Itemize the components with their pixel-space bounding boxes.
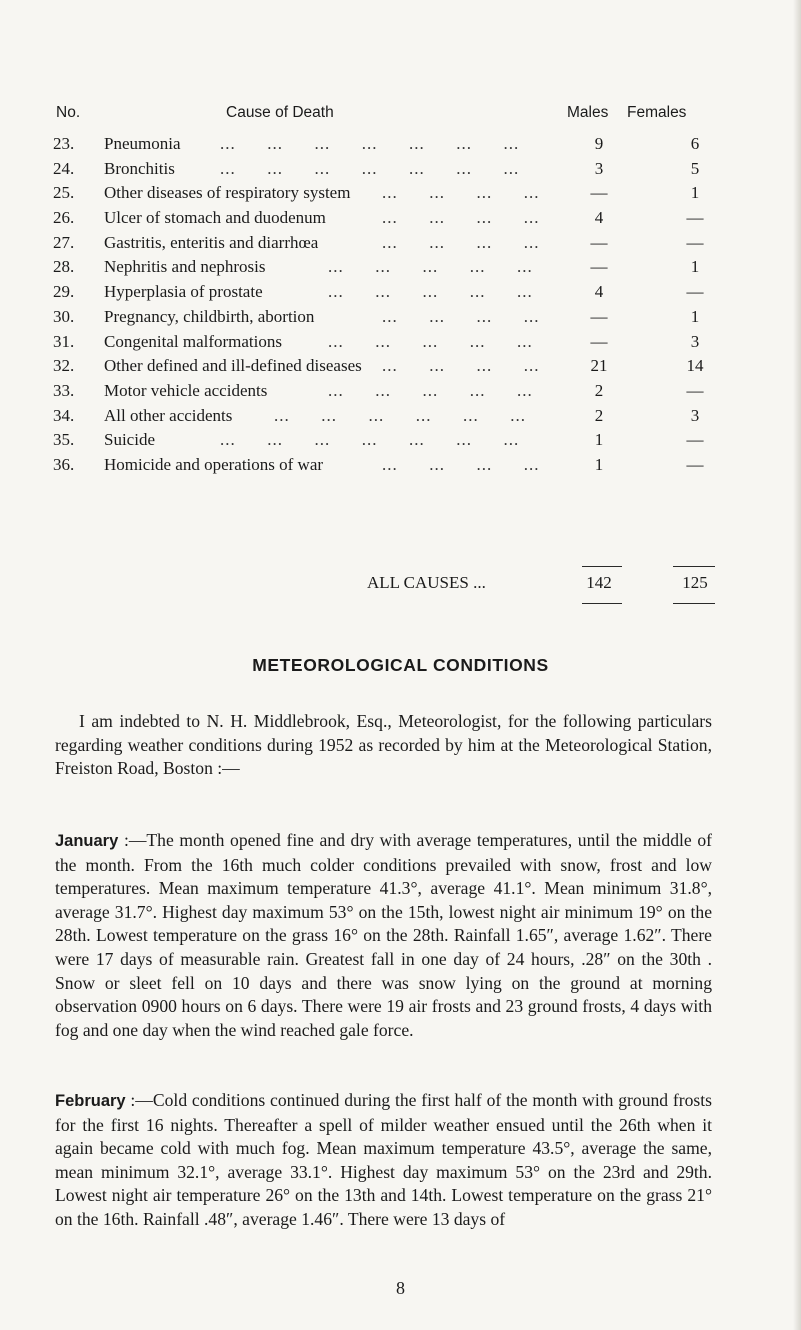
row-males: 4 — [594, 282, 604, 302]
row-cause: Homicide and operations of war — [104, 454, 324, 474]
table-row — [0, 255, 801, 280]
row-males: 9 — [594, 134, 604, 153]
january-text: :—The month opened fine and dry with average temperatures, until the middle of the month. From the 16th much colder conditions prevailed with snow, frost and low temperatures. Mean maximum temperature 41.3°, average 41.1°. Mean minimum 31.8°, average 31.7°. Highest day maximum 53° on the 15th, lowest night air minimum 19° on the 28th. Lowest temperature on the grass 16° on the 28th. Rainfall 1.65″, average 1.62″. There were 17 days of measurable rain. Greatest fall in one day of 24 hours, .28″ on the 30th . Snow or sleet fell on 10 days and there was snow lying on the ground at morning observation 0900 hours on 6 days. There were 19 air frosts and 23 ground frosts, 4 days with fog and one day when the wind reached gale force. — [55, 830, 712, 1040]
row-cause: All other accidents — [104, 405, 233, 425]
row-cause: Bronchitis — [104, 158, 175, 178]
table-row — [0, 305, 801, 330]
dot-leader: ... ... ... ... ... ... ... — [220, 158, 551, 178]
dot-leader: ... ... ... ... ... — [328, 331, 565, 351]
page-number: 8 — [396, 1278, 405, 1298]
row-number: 29. — [53, 282, 75, 302]
header-cause: Cause of Death — [226, 104, 334, 121]
row-cause: Pregnancy, childbirth, abortion — [104, 306, 315, 326]
row-males: 4 — [594, 208, 604, 228]
row-number: 34. — [53, 405, 75, 425]
table-row — [0, 132, 801, 157]
row-males: 1 — [594, 430, 604, 450]
row-males: — — [590, 232, 608, 252]
row-number: 23. — [53, 134, 75, 153]
dot-leader: ... ... ... ... ... ... ... — [220, 430, 551, 450]
row-females: — — [686, 430, 704, 450]
dot-leader: ... ... ... ... — [382, 232, 571, 252]
dot-leader: ... ... ... ... — [382, 356, 571, 376]
row-cause: Hyperplasia of prostate — [104, 282, 263, 302]
row-number: 25. — [53, 183, 75, 203]
row-cause: Motor vehicle accidents — [104, 380, 268, 400]
row-number: 31. — [53, 331, 75, 351]
section-title: METEOROLOGICAL CONDITIONS — [252, 655, 549, 675]
cause-of-death-table — [0, 132, 801, 478]
dot-leader: ... ... ... ... — [382, 183, 571, 203]
row-number: 32. — [53, 356, 75, 376]
row-number: 30. — [53, 306, 75, 326]
row-males: — — [590, 257, 608, 277]
total-females: 125 — [682, 573, 708, 592]
row-cause: Suicide — [104, 430, 155, 450]
dot-leader: ... ... ... ... ... — [328, 282, 565, 302]
intro-paragraph: I am indebted to N. H. Middlebrook, Esq., Meteorologist, for the following particulars regarding weather conditions during 1952 as recorded by him at the Meteorological Station, Freiston Road, Boston :— — [55, 711, 712, 779]
dot-leader: ... ... ... ... ... — [328, 257, 565, 277]
row-females: — — [686, 454, 704, 474]
row-cause: Nephritis and nephrosis — [104, 257, 266, 277]
row-females: 3 — [690, 331, 700, 351]
table-row — [0, 428, 801, 453]
february-lead: February — [55, 1092, 126, 1110]
table-row — [0, 280, 801, 305]
header-no: No. — [56, 104, 81, 121]
dot-leader: ... ... ... ... ... ... ... — [220, 134, 551, 153]
dot-leader: ... ... ... ... — [382, 306, 571, 326]
row-cause: Other diseases of respiratory system — [104, 183, 351, 203]
row-males: — — [590, 306, 608, 326]
table-row — [0, 181, 801, 206]
total-rule-top-females — [673, 566, 715, 567]
row-cause: Ulcer of stomach and duodenum — [104, 208, 326, 228]
total-males: 142 — [586, 573, 612, 592]
table-row — [0, 453, 801, 478]
row-number: 35. — [53, 430, 75, 450]
header-males: Males — [567, 104, 609, 121]
table-row — [0, 330, 801, 355]
row-males: 2 — [594, 380, 604, 400]
total-rule-top-males — [582, 566, 622, 567]
row-males: 3 — [594, 158, 604, 178]
row-cause: Other defined and ill-defined diseases — [104, 356, 362, 376]
row-females: — — [686, 282, 704, 302]
total-row — [0, 570, 801, 596]
row-females: 3 — [690, 405, 700, 425]
row-females: 1 — [690, 183, 700, 203]
row-males: 2 — [594, 405, 604, 425]
dot-leader: ... ... ... ... ... ... — [274, 405, 558, 425]
dot-leader: ... ... ... ... — [382, 454, 571, 474]
dot-leader: ... ... ... ... — [382, 208, 571, 228]
row-males: 21 — [590, 356, 608, 376]
dot-leader: ... ... ... ... ... — [328, 380, 565, 400]
row-females: 1 — [690, 306, 700, 326]
january-paragraph — [55, 829, 712, 1042]
row-cause: Pneumonia — [104, 134, 181, 153]
row-females: 14 — [686, 356, 704, 376]
row-males: — — [590, 183, 608, 203]
row-females: 6 — [690, 134, 700, 153]
row-cause: Congenital malformations — [104, 331, 282, 351]
header-females: Females — [627, 104, 687, 121]
table-row — [0, 206, 801, 231]
total-rule-bottom-females — [673, 603, 715, 604]
row-number: 33. — [53, 380, 75, 400]
table-row — [0, 157, 801, 182]
total-label: ALL CAUSES ... — [367, 573, 486, 592]
row-females: — — [686, 232, 704, 252]
table-header — [0, 104, 801, 124]
total-rule-bottom-males — [582, 603, 622, 604]
january-lead: January — [55, 832, 119, 850]
february-paragraph — [55, 1089, 712, 1232]
row-females: 1 — [690, 257, 700, 277]
row-cause: Gastritis, enteritis and diarrhœa — [104, 232, 319, 252]
row-females: 5 — [690, 158, 700, 178]
row-males: 1 — [594, 454, 604, 474]
row-females: — — [686, 208, 704, 228]
row-number: 27. — [53, 232, 75, 252]
row-males: — — [590, 331, 608, 351]
row-number: 26. — [53, 208, 75, 228]
row-number: 24. — [53, 158, 75, 178]
table-row — [0, 404, 801, 429]
row-number: 28. — [53, 257, 75, 277]
row-females: — — [686, 380, 704, 400]
table-row — [0, 354, 801, 379]
row-number: 36. — [53, 454, 75, 474]
table-row — [0, 379, 801, 404]
table-row — [0, 231, 801, 256]
february-text: :—Cold conditions continued during the first half of the month with ground frosts for the first 16 nights. Thereafter a spell of milder weather ensued until the 26th when it again became cold with much fog. Mean maximum temperature 43.5°, average the same, mean minimum 32.1°, average 33.1°. Highest day maximum 53° on the 23rd and 29th. Lowest night air temperature 26° on the 13th and 14th. Lowest temperature on the grass 21° on the 16th. Rainfall .48″, average 1.46″. There were 13 days of — [55, 1090, 712, 1229]
